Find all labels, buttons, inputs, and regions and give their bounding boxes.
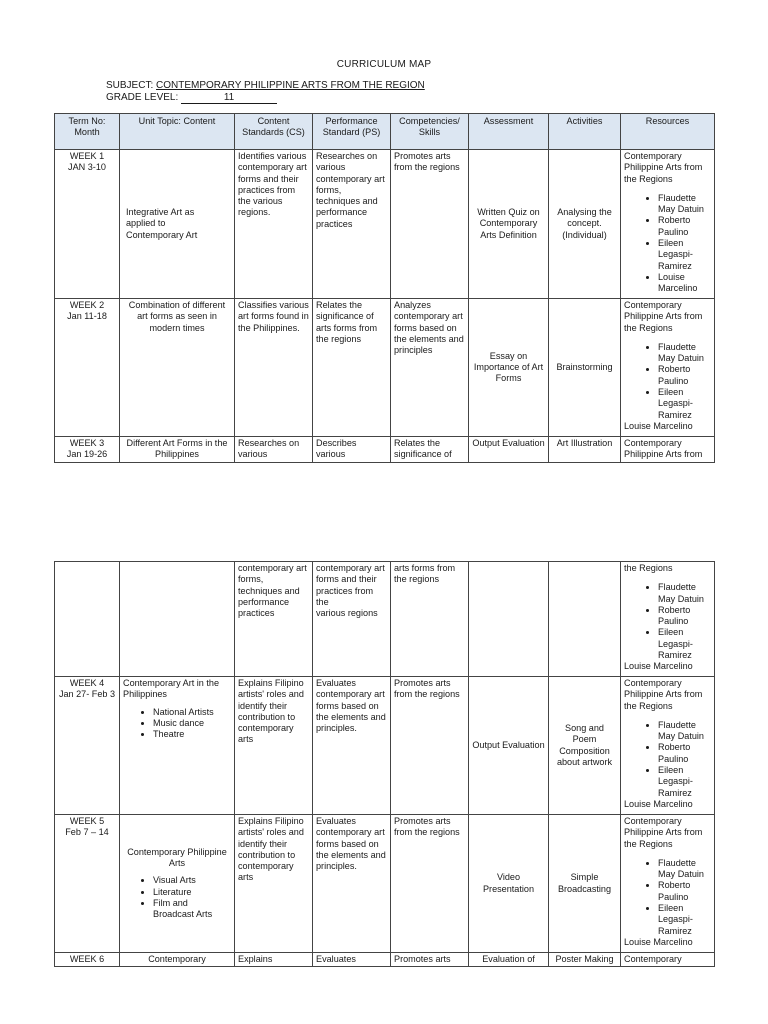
- curriculum-table-part-2: [54, 561, 715, 967]
- resource-title: Contemporary Philippine Arts from the Regions: [624, 151, 703, 184]
- assessment-cell: Output Evaluation: [469, 437, 549, 463]
- grade-value: 11: [181, 93, 277, 104]
- activities-cell: [549, 562, 621, 677]
- resources-cell: Contemporary: [621, 953, 715, 967]
- author-list: [624, 858, 711, 937]
- list-item: • Roberto Paulino: [658, 215, 711, 238]
- resources-cell: [621, 815, 715, 953]
- content-standard-cell: Researches on various: [235, 437, 313, 463]
- competency-cell: Relates the significance of: [391, 437, 469, 463]
- topic-list: [123, 707, 231, 741]
- resources-cell: [621, 299, 715, 437]
- subject-line: [106, 80, 425, 91]
- resource-last-author: Louise Marcelino: [624, 798, 693, 809]
- content-standard-cell: Explains Filipino artists' roles and identify their contribution to contemporary arts: [235, 677, 313, 815]
- activities-cell: Song and Poem Composition about artwork: [549, 677, 621, 815]
- competency-cell: arts forms from the regions: [391, 562, 469, 677]
- resources-cell: [621, 150, 715, 299]
- resource-last-author: Louise Marcelino: [624, 661, 693, 672]
- list-item: • Literature: [153, 887, 231, 898]
- table-row: [55, 815, 715, 953]
- content-standard-cell: Explains Filipino artists' roles and identify their contribution to contemporary arts: [235, 815, 313, 953]
- resources-cell: [621, 677, 715, 815]
- term-cell: WEEK 1 JAN 3-10: [55, 150, 120, 299]
- competency-cell: Promotes arts from the regions: [391, 815, 469, 953]
- list-item: • Roberto Paulino: [658, 880, 711, 903]
- performance-standard-cell: Evaluates contemporary art forms based on the elements and principles.: [313, 677, 391, 815]
- activities-cell: Analysing the concept. (Individual): [549, 150, 621, 299]
- competency-cell: Analyzes contemporary art forms based on the elements and principles: [391, 299, 469, 437]
- col-header-content-standards: Content Standards (CS): [235, 114, 313, 150]
- col-header-assessment: Assessment: [469, 114, 549, 150]
- list-item: • Music dance: [153, 718, 231, 729]
- list-item: • Flaudette May Datuin: [658, 582, 711, 605]
- term-cell: WEEK 6: [55, 953, 120, 967]
- content-standard-cell: contemporary art forms, techniques and performance practices: [235, 562, 313, 677]
- list-item: • Eileen Legaspi-Ramirez: [658, 387, 711, 421]
- col-header-topic: Unit Topic: Content: [120, 114, 235, 150]
- activities-cell: Art Illustration: [549, 437, 621, 463]
- list-item: • Flaudette May Datuin: [658, 720, 711, 743]
- resource-title: Contemporary Philippine Arts from the Regions: [624, 816, 703, 849]
- content-standard-cell: Classifies various art forms found in the Philippines.: [235, 299, 313, 437]
- list-item: • Eileen Legaspi-Ramirez: [658, 627, 711, 661]
- assessment-cell: Written Quiz on Contemporary Arts Definition: [469, 150, 549, 299]
- table-row: [55, 677, 715, 815]
- performance-standard-cell: Researches on various contemporary art forms, techniques and performance practices: [313, 150, 391, 299]
- grade-level-line: [106, 92, 277, 104]
- col-header-competencies: Competencies/ Skills: [391, 114, 469, 150]
- list-item: • Film and Broadcast Arts: [153, 898, 231, 921]
- resource-last-author: Louise Marcelino: [624, 936, 693, 947]
- competency-cell: Promotes arts: [391, 953, 469, 967]
- list-item: • Roberto Paulino: [658, 605, 711, 628]
- assessment-cell: Evaluation of: [469, 953, 549, 967]
- list-item: • Theatre: [153, 729, 231, 740]
- subject-label: SUBJECT:: [106, 80, 154, 91]
- table-row: [55, 150, 715, 299]
- term-cell: [55, 562, 120, 677]
- document-title: CURRICULUM MAP: [336, 59, 432, 70]
- term-cell: WEEK 5 Feb 7 – 14: [55, 815, 120, 953]
- list-item: • Flaudette May Datuin: [658, 342, 711, 365]
- competency-cell: Promotes arts from the regions: [391, 677, 469, 815]
- list-item: • Flaudette May Datuin: [658, 858, 711, 881]
- topic-title: Contemporary Philippine Arts: [127, 846, 227, 868]
- topic-cell: [120, 677, 235, 815]
- assessment-cell: Video Presentation: [469, 815, 549, 953]
- performance-standard-cell: Evaluates contemporary art forms based on the elements and principles.: [313, 815, 391, 953]
- grade-label: GRADE LEVEL:: [106, 92, 179, 103]
- content-standard-cell: Explains: [235, 953, 313, 967]
- author-list: [624, 582, 711, 661]
- resource-title-continued: the Regions: [624, 563, 673, 573]
- term-cell: WEEK 2 Jan 11-18: [55, 299, 120, 437]
- resource-title: Contemporary Philippine Arts from the Regions: [624, 678, 703, 711]
- col-header-performance-standard: Performance Standard (PS): [313, 114, 391, 150]
- activities-cell: Brainstorming: [549, 299, 621, 437]
- list-item: • National Artists: [153, 707, 231, 718]
- topic-cell: [120, 815, 235, 953]
- list-item: • Visual Arts: [153, 875, 231, 886]
- resources-cell: [621, 562, 715, 677]
- topic-cell: [120, 562, 235, 677]
- performance-standard-cell: Describes various: [313, 437, 391, 463]
- author-list: [624, 193, 711, 295]
- performance-standard-cell: contemporary art forms and their practices from the various regions: [313, 562, 391, 677]
- list-item: • Roberto Paulino: [658, 742, 711, 765]
- table-row: [55, 299, 715, 437]
- resource-title: Contemporary Philippine Arts from the Regions: [624, 300, 703, 333]
- subject-value: CONTEMPORARY PHILIPPINE ARTS FROM THE REGION: [156, 80, 425, 91]
- activities-cell: Poster Making: [549, 953, 621, 967]
- col-header-resources: Resources: [621, 114, 715, 150]
- topic-cell: Integrative Art as applied to Contemporary Art: [120, 150, 235, 299]
- competency-cell: Promotes arts from the regions: [391, 150, 469, 299]
- activities-cell: Simple Broadcasting: [549, 815, 621, 953]
- table-row: [55, 953, 715, 967]
- list-item: • Eileen Legaspi-Ramirez: [658, 238, 711, 272]
- topic-cell: Contemporary: [120, 953, 235, 967]
- term-cell: WEEK 3 Jan 19-26: [55, 437, 120, 463]
- term-cell: WEEK 4 Jan 27- Feb 3: [55, 677, 120, 815]
- table-row: [55, 562, 715, 677]
- topic-cell: Different Art Forms in the Philippines: [120, 437, 235, 463]
- list-item: • Louise Marcelino: [658, 272, 711, 295]
- topic-cell: Combination of different art forms as seen in modern times: [120, 299, 235, 437]
- topic-list: [123, 875, 231, 920]
- resource-last-author: Louise Marcelino: [624, 420, 693, 431]
- assessment-cell: [469, 562, 549, 677]
- performance-standard-cell: Relates the significance of arts forms from the regions: [313, 299, 391, 437]
- curriculum-table-part-1: [54, 113, 715, 463]
- content-standard-cell: Identifies various contemporary art forms and their practices from the various regions.: [235, 150, 313, 299]
- topic-title: Contemporary Art in the Philippines: [123, 678, 220, 700]
- table-row: [55, 437, 715, 463]
- author-list: [624, 720, 711, 799]
- col-header-activities: Activities: [549, 114, 621, 150]
- list-item: • Flaudette May Datuin: [658, 193, 711, 216]
- author-list: [624, 342, 711, 421]
- table-header-row: [55, 114, 715, 150]
- list-item: • Eileen Legaspi-Ramirez: [658, 903, 711, 937]
- assessment-cell: Essay on Importance of Art Forms: [469, 299, 549, 437]
- col-header-term: Term No: Month: [55, 114, 120, 150]
- list-item: • Eileen Legaspi-Ramirez: [658, 765, 711, 799]
- assessment-cell: Output Evaluation: [469, 677, 549, 815]
- performance-standard-cell: Evaluates: [313, 953, 391, 967]
- list-item: • Roberto Paulino: [658, 364, 711, 387]
- resources-cell: Contemporary Philippine Arts from: [621, 437, 715, 463]
